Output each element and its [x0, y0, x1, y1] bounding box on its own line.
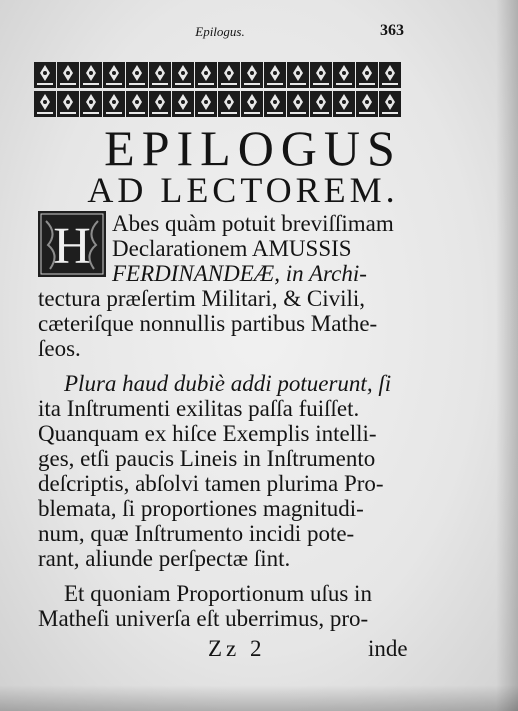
initial-letter: H — [53, 218, 91, 275]
text-line: cæteriſque nonnullis partibus Mathe- — [38, 311, 378, 336]
text-line: Plura haud dubiè addi potuerunt, ſi — [64, 371, 392, 396]
text-line: Et quoniam Proportionum uſus in — [64, 581, 372, 606]
text-line: ſeos. — [38, 336, 81, 361]
text-line: FERDINANDEÆ, in Archi- — [112, 261, 367, 286]
page-title: EPILOGUS — [104, 120, 402, 176]
page-subtitle: AD LECTOREM. — [87, 170, 399, 210]
text-line: deſcriptis, abſolvi tamen plurima Pro- — [38, 471, 384, 496]
page-bottom-shadow — [0, 685, 518, 711]
text-line: Declarationem AMUSSIS — [112, 236, 352, 261]
text-line: tectura præſertim Militari, & Civili, — [38, 286, 366, 311]
page-number: 363 — [380, 22, 404, 39]
text-line: ges, etſi paucis Lineis in Inſtrumento — [38, 446, 376, 471]
text-line: blemata, ſi proportiones magnitudi- — [38, 496, 364, 521]
text-line: Matheſi univerſa eſt uberrimus, pro- — [38, 606, 369, 631]
text-line: Abes quàm potuit breviſſimam — [112, 211, 394, 236]
ornament-band — [34, 62, 404, 118]
running-head: Epilogus. — [195, 24, 245, 39]
text-line: rant, aliunde perſpectæ ſint. — [38, 546, 291, 571]
decorated-initial — [38, 211, 106, 277]
signature-mark: Zz 2 — [208, 636, 266, 661]
text-line: num, quæ Inſtrumento incidi pote- — [38, 521, 355, 546]
catchword: inde — [368, 636, 408, 661]
page-edge-shadow — [496, 0, 518, 711]
text-line: ita Inſtrumenti exilitas paſſa fuiſſet. — [38, 396, 360, 421]
text-line: Quanquam ex hiſce Exemplis intelli- — [38, 421, 377, 446]
